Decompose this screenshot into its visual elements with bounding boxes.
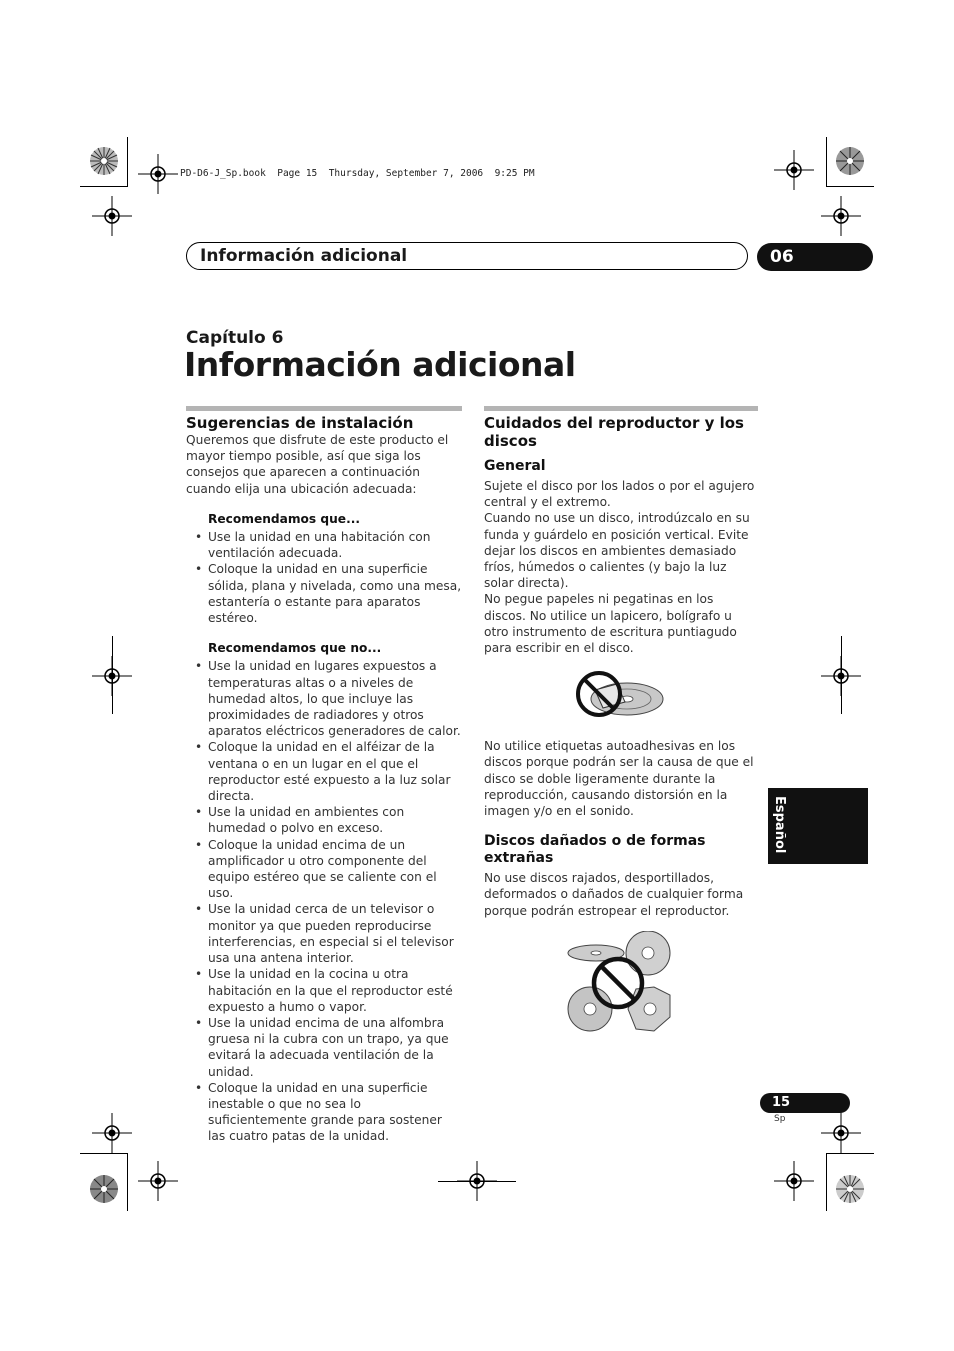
- section-title: Cuidados del reproductor y los discos: [484, 414, 744, 450]
- damaged-discs-figure: [484, 931, 758, 1039]
- list-item: • Coloque la unidad en una superficie sólida, plana y nivelada, como una mesa, estantería o estante para aparatos estéreo.: [208, 561, 462, 626]
- chapter-title: Información adicional: [184, 345, 576, 384]
- crop-line: [826, 137, 827, 187]
- registration-mark-icon: [138, 154, 178, 194]
- page-number: 15: [772, 1095, 791, 1110]
- paragraph: No use discos rajados, desportillados, deformados o dañados de cualquier forma porque podrán estropear el reproductor.: [484, 871, 744, 918]
- crop-line: [112, 636, 113, 714]
- section-rule: [186, 406, 462, 411]
- paragraph: Cuando no use un disco, introdúzcalo en su funda y guárdelo en posición vertical. Evite dejar los discos en ambientes demasiado fríos, húmedos o calientes (y bajo la luz solar directa).: [484, 511, 750, 591]
- subsection-title-general: General: [484, 458, 546, 474]
- do-heading: Recomendamos que...: [208, 511, 360, 526]
- no-sticker-disc-figure: [484, 668, 758, 724]
- section-rule: [484, 406, 758, 411]
- rosette-icon: [89, 146, 119, 176]
- rosette-icon: [835, 1174, 865, 1204]
- subsection-title-damaged: Discos dañados o de formas extrañas: [484, 833, 706, 867]
- paragraph: No pegue papeles ni pegatinas en los discos. No utilice un lapicero, bolígrafo u otro instrumento de escritura puntiagudo para escribir en el disco.: [484, 592, 737, 656]
- registration-mark-icon: [774, 1161, 814, 1201]
- list-item: • Coloque la unidad encima de un amplificador u otro componente del equipo estéreo que se caliente con el uso.: [208, 837, 462, 902]
- list-item: • Use la unidad en la cocina u otra habitación en la que el reproductor esté expuesto a humo o vapor.: [208, 966, 462, 1015]
- registration-mark-icon: [138, 1161, 178, 1201]
- rosette-icon: [835, 146, 865, 176]
- intro-paragraph: Queremos que disfrute de este producto el mayor tiempo posible, así que siga los consejos que aparecen a continuación cuando elija una ubicación adecuada:: [186, 433, 449, 496]
- dont-heading: Recomendamos que no...: [208, 641, 382, 656]
- no-damaged-discs-icon: [566, 931, 676, 1039]
- crop-line: [826, 1153, 827, 1211]
- dont-list: [186, 658, 462, 1144]
- list-item: • Use la unidad en ambientes con humedad o polvo en exceso.: [208, 804, 462, 836]
- crop-line: [80, 1153, 128, 1154]
- list-item: • Use la unidad en una habitación con ventilación adecuada.: [208, 529, 462, 561]
- right-column: [484, 406, 758, 1039]
- registration-mark-icon: [821, 196, 861, 236]
- list-item: • Coloque la unidad en el alféizar de la ventana o en un lugar en el que el reproductor esté expuesto a la luz solar directa.: [208, 739, 462, 804]
- language-tab-label: Español: [772, 796, 787, 854]
- list-item: • Coloque la unidad en una superficie inestable o que no sea lo suficientemente grande para sostener las cuatro patas de la unidad.: [208, 1080, 462, 1145]
- list-item: • Use la unidad cerca de un televisor o monitor ya que pueden reproducirse interferencias, en especial si el televisor usa una antena interior.: [208, 901, 462, 966]
- left-column: [186, 406, 462, 1145]
- paragraph: Sujete el disco por los lados o por el agujero central y el extremo.: [484, 479, 755, 510]
- registration-mark-icon: [774, 150, 814, 190]
- book-info-line: PD-D6-J_Sp.book Page 15 Thursday, September 7, 2006 9:25 PM: [180, 168, 535, 179]
- registration-mark-icon: [92, 1113, 132, 1153]
- crop-line: [80, 186, 128, 187]
- labels-note: No utilice etiquetas autoadhesivas en los discos porque podrán ser la causa de que el disco se doble ligeramente durante la reproducción, causando distorsión en la imagen y/o en el sonido.: [484, 739, 754, 819]
- crop-line: [826, 186, 874, 187]
- crop-line: [438, 1181, 516, 1182]
- registration-mark-icon: [92, 196, 132, 236]
- crop-line: [127, 137, 128, 187]
- registration-mark-icon: [821, 1113, 861, 1153]
- rosette-icon: [89, 1174, 119, 1204]
- section-title: Sugerencias de instalación: [186, 414, 414, 432]
- crop-line: [841, 636, 842, 714]
- chapter-number: 06: [770, 247, 794, 267]
- crop-line: [127, 1153, 128, 1211]
- no-sticker-disc-icon: [575, 668, 667, 724]
- chapter-label: Capítulo 6: [186, 328, 284, 348]
- page-language-code: Sp: [774, 1114, 786, 1124]
- crop-line: [826, 1153, 874, 1154]
- list-item: • Use la unidad en lugares expuestos a temperaturas altas o a niveles de humedad altos, lo que incluye las proximidades de radiadores y otros aparatos eléctricos generadores de calor.: [208, 658, 462, 739]
- list-item: • Use la unidad encima de una alfombra gruesa ni la cubra con un trapo, ya que evitará la adecuada ventilación de la unidad.: [208, 1015, 462, 1080]
- header-title: Información adicional: [200, 246, 408, 266]
- do-list: [186, 529, 462, 626]
